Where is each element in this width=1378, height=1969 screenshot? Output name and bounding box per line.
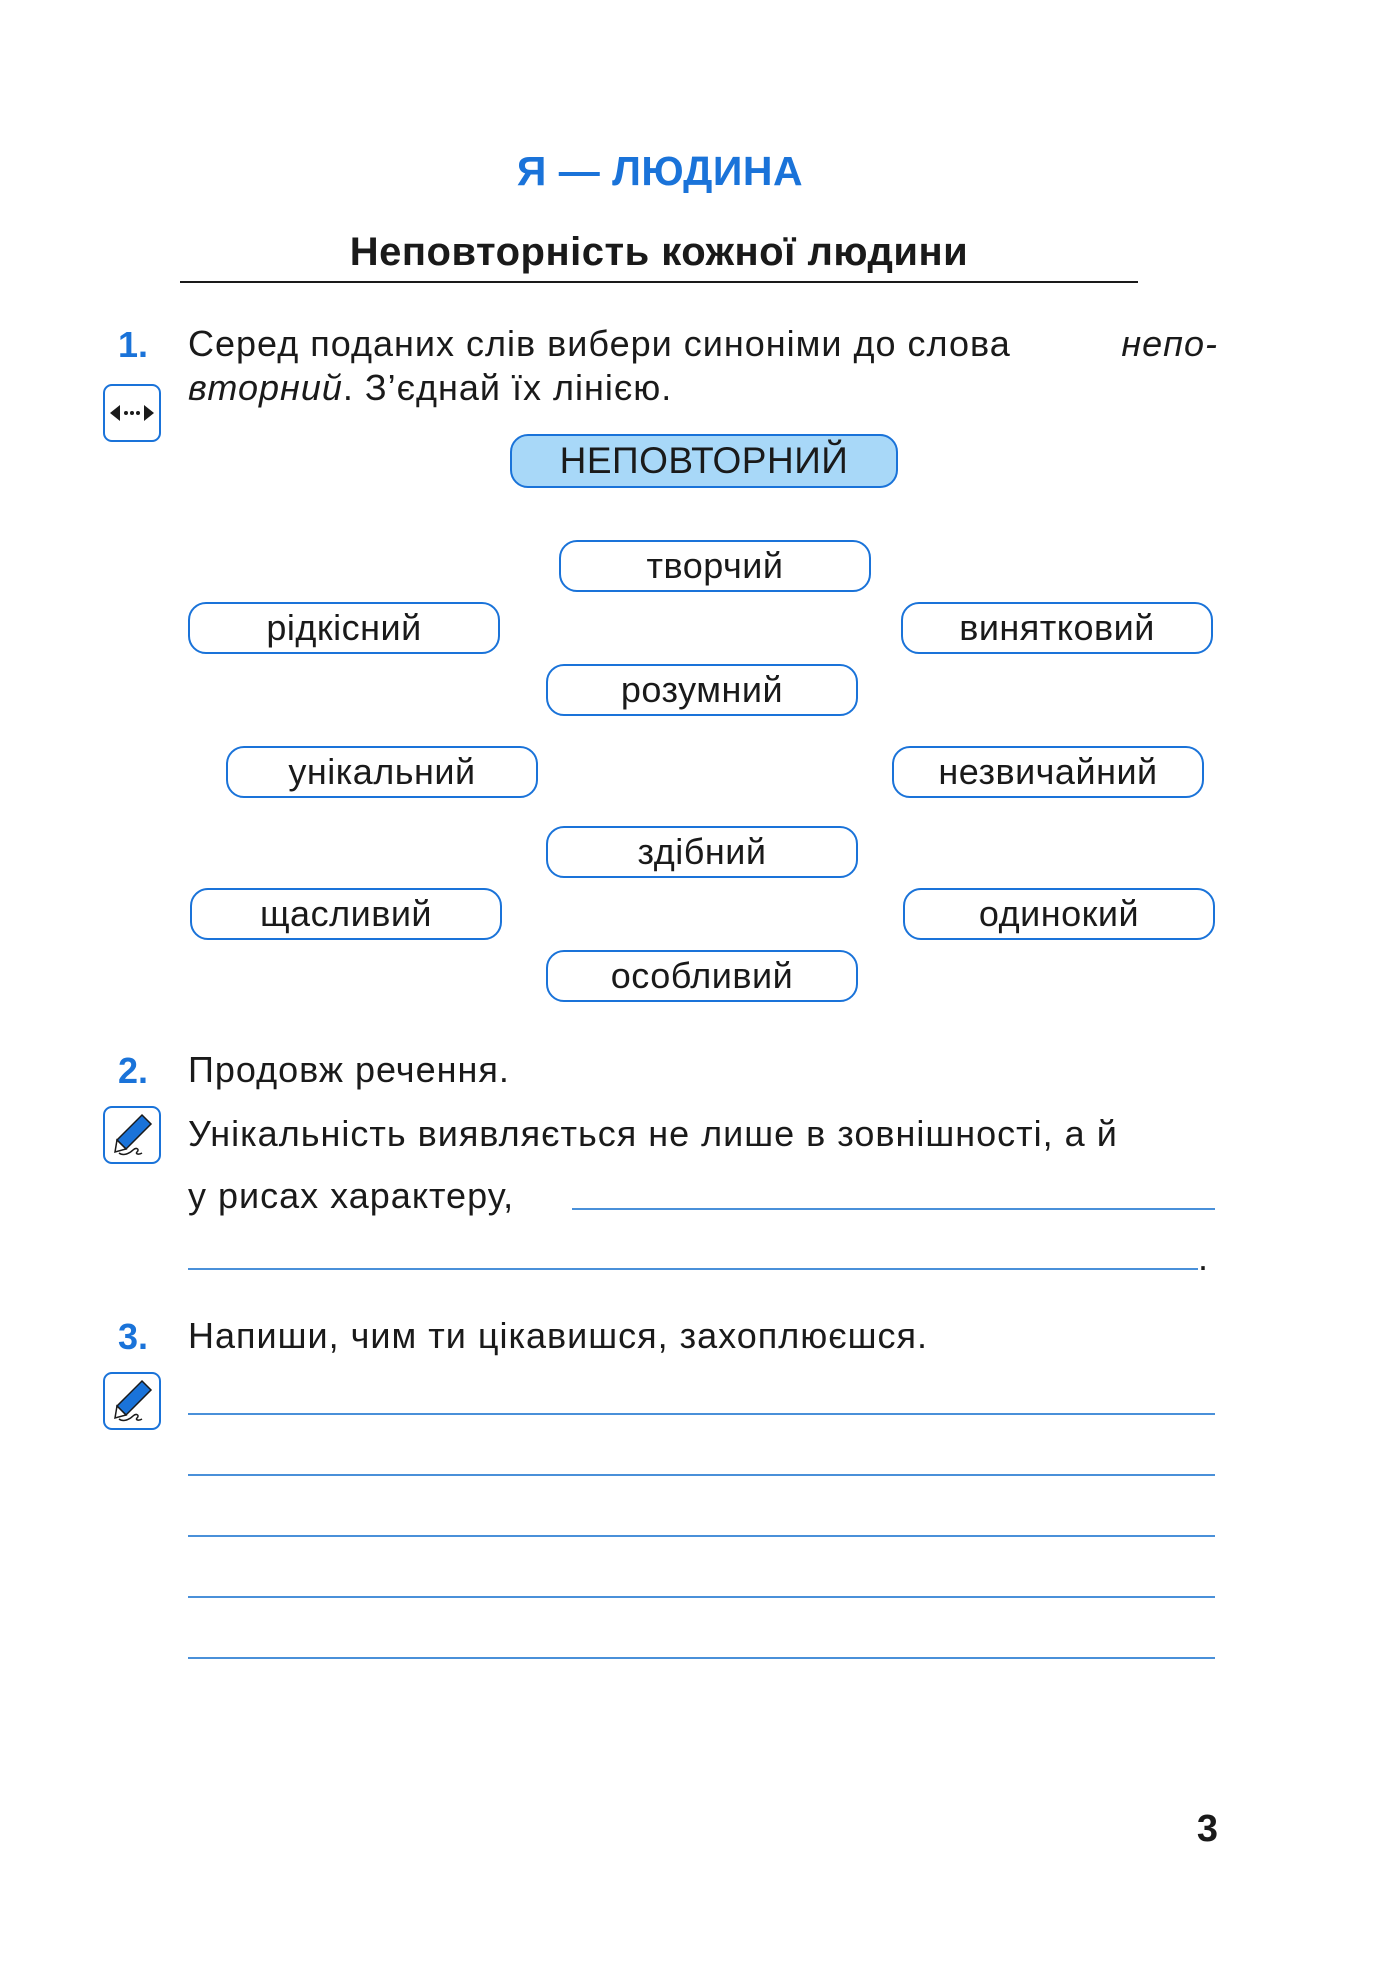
- word-box-rozumnyi[interactable]: розумний: [546, 664, 858, 716]
- task-1-number: 1.: [118, 324, 149, 365]
- task-2-number: 2.: [118, 1050, 149, 1091]
- word-box-zdibnyi[interactable]: здібний: [546, 826, 858, 878]
- answer-line[interactable]: [188, 1413, 1215, 1415]
- task-1-text-end: . З’єднай їх лінією.: [342, 367, 673, 408]
- word-box-tvorchyi[interactable]: творчий: [559, 540, 871, 592]
- task-1-text-start: Серед поданих слів вибери синоніми до слова: [188, 323, 1022, 364]
- task-2-instruction: Продовж речення.: [188, 1049, 510, 1090]
- pen-icon: [103, 1106, 161, 1164]
- task-1-text: [188, 322, 1218, 410]
- task-3-number: 3.: [118, 1316, 149, 1357]
- title-underline: [180, 281, 1138, 283]
- answer-line[interactable]: [572, 1208, 1215, 1210]
- word-box-unikalnyi[interactable]: унікальний: [226, 746, 538, 798]
- word-box-ridkisnyi[interactable]: рідкісний: [188, 602, 500, 654]
- task-3-instruction: Напиши, чим ти цікавишся, захоплюєшся.: [188, 1315, 929, 1356]
- main-word-box: НЕПОВТОРНИЙ: [510, 434, 898, 488]
- connect-arrows-icon: [103, 384, 161, 442]
- chapter-title: Я — ЛЮДИНА: [516, 148, 804, 194]
- lesson-title: Неповторність кожної людини: [349, 230, 969, 274]
- answer-line[interactable]: [188, 1596, 1215, 1598]
- task-1-word-part-1: непо-: [1121, 323, 1218, 364]
- answer-line[interactable]: [188, 1535, 1215, 1537]
- task-1-word-part-2: вторний: [188, 367, 343, 408]
- word-box-nezvychainyi[interactable]: незвичайний: [892, 746, 1204, 798]
- word-box-osoblyvyi[interactable]: особливий: [546, 950, 858, 1002]
- answer-line[interactable]: [188, 1268, 1198, 1270]
- task-2-sentence-line-2: у рисах характеру,: [188, 1175, 515, 1216]
- task-2-sentence-line-1: Унікальність виявляється не лише в зовнішності, а й: [188, 1113, 1118, 1154]
- word-box-shchaslyvyi[interactable]: щасливий: [190, 888, 502, 940]
- page-number: 3: [1196, 1808, 1218, 1850]
- pen-icon: [103, 1372, 161, 1430]
- word-box-vyniatkovyi[interactable]: винятковий: [901, 602, 1213, 654]
- sentence-period: .: [1198, 1237, 1210, 1278]
- word-box-odynokyi[interactable]: одинокий: [903, 888, 1215, 940]
- answer-line[interactable]: [188, 1657, 1215, 1659]
- answer-line[interactable]: [188, 1474, 1215, 1476]
